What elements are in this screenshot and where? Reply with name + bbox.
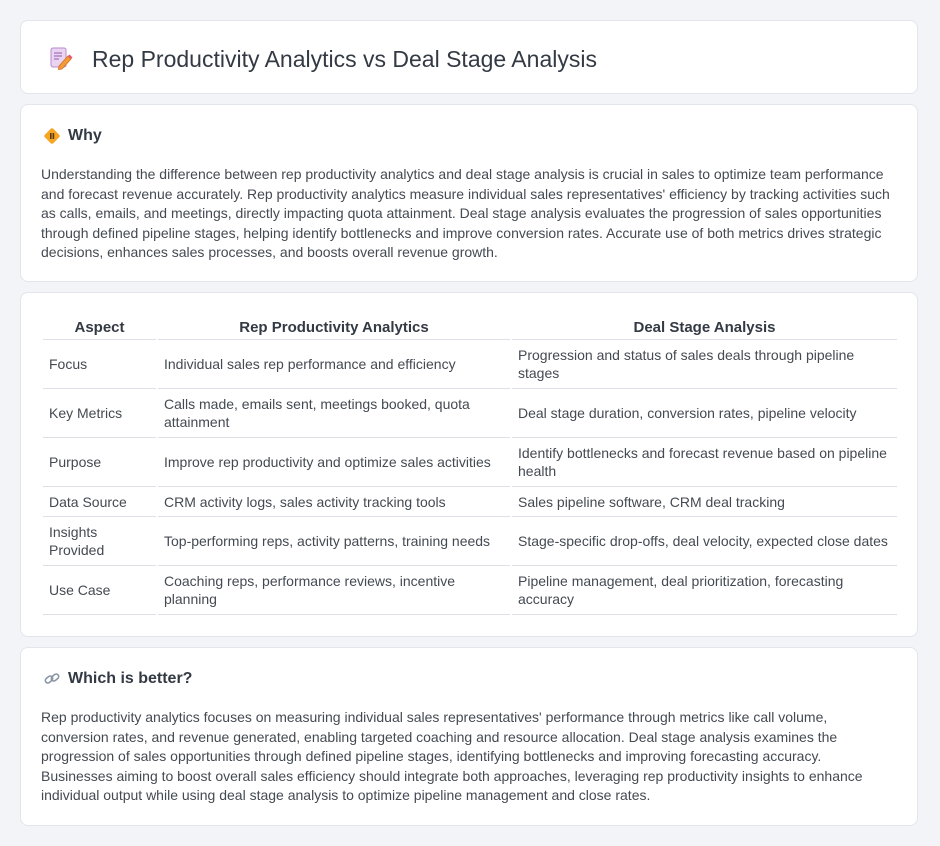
link-icon [43,670,61,688]
aspect-cell: Data Source [43,487,156,517]
why-text: Understanding the difference between rep productivity analytics and deal stage analysis is crucial in sales to optimize team performance and forecast revenue accurately. Rep productivity analytics measure individual sales representatives' efficiency by tracking activities such as calls, emails, and meetings, directly impacting quota attainment. Deal stage analysis evaluates the progression of sales opportunities through defined pipeline stages, helping identify bottlenecks and improve conversion rates. Accurate use of both metrics drives strategic decisions, enhances sales processes, and boosts overall revenue growth. [41,166,890,260]
aspect-cell: Key Metrics [43,389,156,438]
table-row [43,517,897,566]
table-row [43,389,897,438]
aspect-cell: Use Case [43,566,156,615]
aspect-cell: Purpose [43,438,156,487]
table-header-row [43,313,897,340]
deal-stage-cell: Deal stage duration, conversion rates, pipeline velocity [512,389,897,438]
deal-stage-cell: Sales pipeline software, CRM deal tracking [512,487,897,517]
column-header-rep-productivity: Rep Productivity Analytics [158,313,510,340]
table-row [43,340,897,389]
table-row [43,487,897,517]
page-title: Rep Productivity Analytics vs Deal Stage Analysis [92,46,597,72]
document-edit-icon [47,45,73,71]
column-header-aspect: Aspect [43,313,156,340]
comparison-card [20,292,918,637]
deal-stage-cell: Progression and status of sales deals through pipeline stages [512,340,897,389]
rep-productivity-cell: CRM activity logs, sales activity tracking tools [158,487,510,517]
why-heading-row [43,127,102,145]
deal-stage-cell: Identify bottlenecks and forecast revenue based on pipeline health [512,438,897,487]
better-text: Rep productivity analytics focuses on measuring individual sales representatives' performance through metrics like call volume, conversion rates, and revenue generated, enabling targeted coaching and resource allocation. Deal stage analysis examines the progression of sales opportunities through defined pipeline stages, identifying bottlenecks and improving forecasting accuracy. Businesses aiming to boost overall sales efficiency should integrate both approaches, leveraging rep productivity insights to enhance individual output while using deal stage analysis to optimize pipeline management and close rates. [41,709,863,803]
why-heading: Why [68,127,102,144]
diamond-sign-icon [43,127,61,145]
table-row [43,438,897,487]
which-is-better-section [20,647,918,826]
aspect-cell: Focus [43,340,156,389]
title-card [20,20,918,94]
column-header-deal-stage: Deal Stage Analysis [512,313,897,340]
rep-productivity-cell: Improve rep productivity and optimize sales activities [158,438,510,487]
table-row [43,566,897,615]
why-section [20,104,918,282]
aspect-cell: Insights Provided [43,517,156,566]
deal-stage-cell: Pipeline management, deal prioritization, forecasting accuracy [512,566,897,615]
rep-productivity-cell: Individual sales rep performance and efficiency [158,340,510,389]
better-heading: Which is better? [68,670,193,687]
rep-productivity-cell: Coaching reps, performance reviews, incentive planning [158,566,510,615]
better-heading-row [43,670,192,688]
rep-productivity-cell: Calls made, emails sent, meetings booked, quota attainment [158,389,510,438]
comparison-table [41,313,899,615]
deal-stage-cell: Stage-specific drop-offs, deal velocity, expected close dates [512,517,897,566]
rep-productivity-cell: Top-performing reps, activity patterns, training needs [158,517,510,566]
